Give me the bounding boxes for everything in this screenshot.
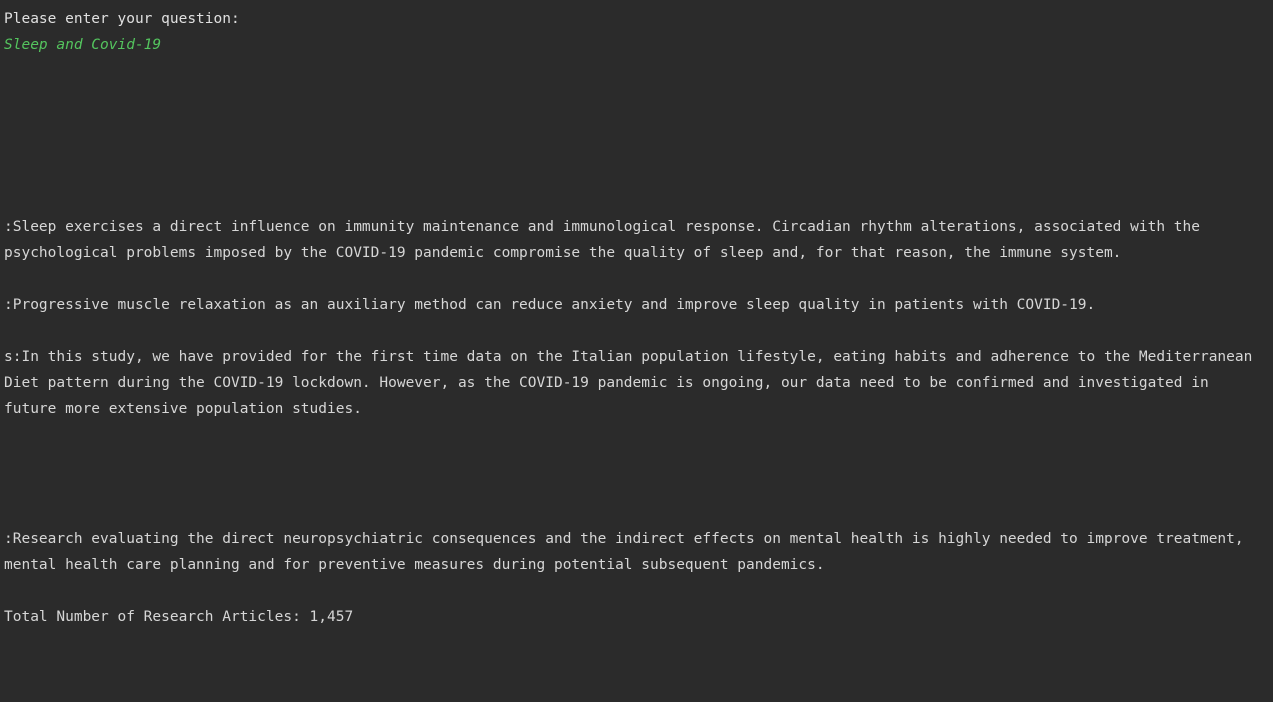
- answer-item-3: s:In this study, we have provided for the first time data on the Italian population lifestyle, eating habits and adherence to the Mediterranean Diet pattern during the COVID-19 lockdown. However, as the COVID-19 pandemic is ongoing, our data need to be confirmed and investigated in future more extensive population studies.: [4, 349, 1262, 417]
- spacer-between-answers-1: [0, 266, 1273, 292]
- total-articles-label: Total Number of Research Articles: 1,457: [4, 609, 354, 625]
- prompt-label: Please enter your question:: [4, 11, 240, 27]
- spacer-between-answers-2: [0, 318, 1273, 344]
- terminal-cursor-row: [0, 630, 1273, 650]
- spacer-before-total: [0, 578, 1273, 604]
- answer-item-2: :Progressive muscle relaxation as an auxiliary method can reduce anxiety and improve sleep quality in patients with COVID-19.: [4, 297, 1096, 313]
- spacer-between-answers-3: [0, 422, 1273, 526]
- spacer-after-query: [0, 58, 1273, 214]
- answer-item-4: :Research evaluating the direct neuropsychiatric consequences and the indirect effects on mental health is highly needed to improve treatment, mental health care planning and for preventive measures during potential subsequent pandemics.: [4, 531, 1253, 573]
- answer-item-1: :Sleep exercises a direct influence on immunity maintenance and immunological response. Circadian rhythm alterations, associated with the psychological problems imposed by the COVID-19 pandemic compromise the quality of sleep and, for that reason, the immune system.: [4, 219, 1209, 261]
- user-query-input[interactable]: Sleep and Covid-19: [4, 37, 162, 53]
